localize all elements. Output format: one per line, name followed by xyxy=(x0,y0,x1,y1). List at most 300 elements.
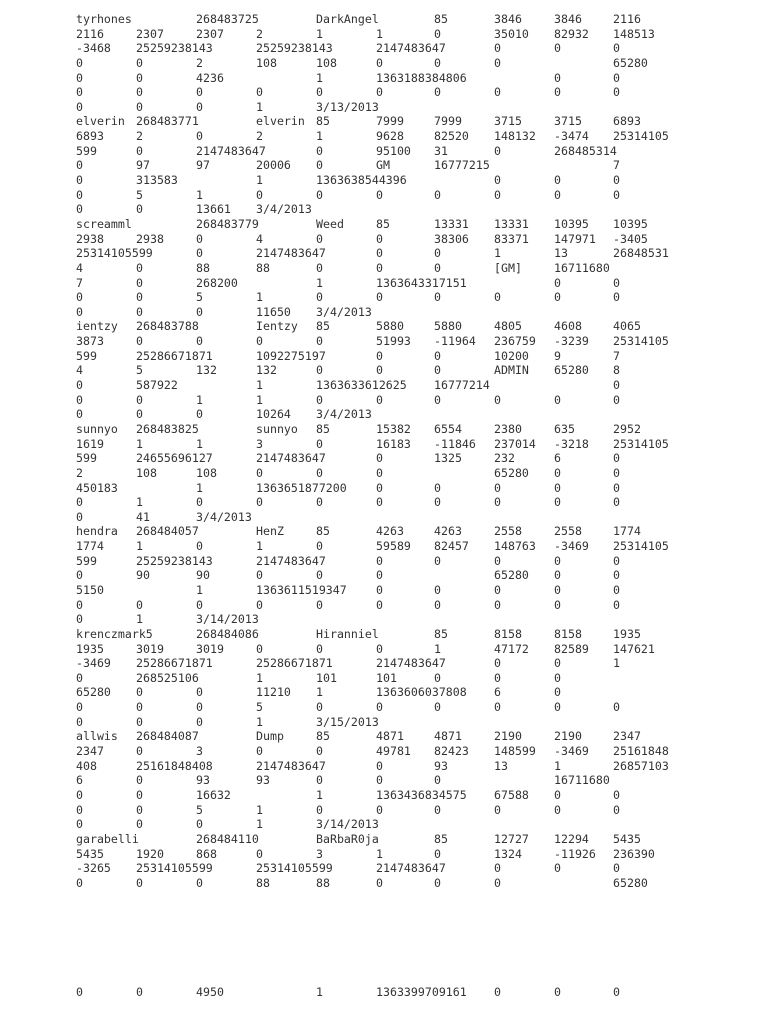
field-value: 4608 xyxy=(554,319,582,334)
field-value: 4950 xyxy=(196,985,224,1000)
field-value: 0 xyxy=(316,773,323,788)
field-value: 97 xyxy=(136,158,150,173)
text-line xyxy=(76,188,756,203)
field-value: 35010 xyxy=(494,26,529,41)
field-value: 1363611519347 xyxy=(256,582,347,597)
text-line xyxy=(76,114,756,129)
field-value: 0 xyxy=(136,85,143,100)
text-line xyxy=(76,832,756,847)
field-value: 1325 xyxy=(434,451,462,466)
field-value: 3 xyxy=(256,436,263,451)
field-value: 0 xyxy=(613,787,620,802)
field-value: 0 xyxy=(494,480,501,495)
field-value: -3469 xyxy=(554,744,589,759)
text-line xyxy=(76,437,756,452)
field-value: elverin xyxy=(76,114,125,129)
field-value: 51993 xyxy=(376,334,411,349)
field-value: 25286671871 xyxy=(256,656,333,671)
field-value: 0 xyxy=(554,985,561,1000)
field-value: 9 xyxy=(554,348,561,363)
field-value: 0 xyxy=(76,509,83,524)
field-value: ADMIN xyxy=(494,363,529,378)
text-line xyxy=(76,393,756,408)
field-value: 0 xyxy=(76,670,83,685)
field-value: -11964 xyxy=(434,334,476,349)
text-line xyxy=(76,232,756,247)
field-value: 0 xyxy=(434,260,441,275)
field-value: 5435 xyxy=(76,846,104,861)
field-value: 599 xyxy=(76,553,97,568)
field-value: 0 xyxy=(434,26,441,41)
field-value: 0 xyxy=(554,290,561,305)
field-value: 93 xyxy=(256,773,270,788)
field-value: 0 xyxy=(494,582,501,597)
field-value: 0 xyxy=(316,363,323,378)
field-value: 0 xyxy=(376,231,383,246)
field-value: 268483771 xyxy=(136,114,199,129)
text-line xyxy=(76,129,756,144)
field-value: 0 xyxy=(76,495,83,510)
field-value: 2147483647 xyxy=(196,143,266,158)
field-value: 26848531 xyxy=(613,246,669,261)
field-value: 108 xyxy=(136,465,157,480)
field-value: 0 xyxy=(613,41,620,56)
field-value: 0 xyxy=(613,700,620,715)
field-value: 0 xyxy=(136,290,143,305)
field-value: 313583 xyxy=(136,173,178,188)
text-line xyxy=(76,349,756,364)
field-value: -3474 xyxy=(554,129,589,144)
text-line xyxy=(76,100,756,115)
blank-gap xyxy=(76,890,756,985)
text-line xyxy=(76,173,756,188)
field-value: 4871 xyxy=(434,729,462,744)
field-value: 0 xyxy=(613,985,620,1000)
field-value: 0 xyxy=(316,539,323,554)
field-value: 4 xyxy=(76,363,83,378)
field-value: 0 xyxy=(554,582,561,597)
text-line xyxy=(76,539,756,554)
field-value: 0 xyxy=(376,553,383,568)
field-value: 0 xyxy=(136,260,143,275)
field-value: 0 xyxy=(494,700,501,715)
field-value: 0 xyxy=(613,85,620,100)
field-value: 0 xyxy=(136,714,143,729)
field-value: [GM] xyxy=(494,260,522,275)
field-value: 0 xyxy=(76,202,83,217)
field-value: -3469 xyxy=(554,539,589,554)
field-value: Weed xyxy=(316,216,344,231)
field-value: 1 xyxy=(256,802,263,817)
field-value: 0 xyxy=(136,787,143,802)
field-value: 0 xyxy=(554,41,561,56)
field-value: 0 xyxy=(316,231,323,246)
field-value: 3 xyxy=(196,744,203,759)
field-value: 25286671871 xyxy=(136,348,213,363)
field-value: 0 xyxy=(554,392,561,407)
field-value: BaRbaR0ja xyxy=(316,831,379,846)
field-value: 0 xyxy=(554,670,561,685)
field-value: 268484087 xyxy=(136,729,199,744)
field-value: 25259238143 xyxy=(136,41,213,56)
field-value: screamml xyxy=(76,216,132,231)
text-line xyxy=(76,729,756,744)
text-line xyxy=(76,27,756,42)
text-line xyxy=(76,876,756,891)
field-value: 2190 xyxy=(554,729,582,744)
field-value: 0 xyxy=(76,597,83,612)
field-value: 82589 xyxy=(554,641,589,656)
text-line xyxy=(76,378,756,393)
field-value: 25314105 xyxy=(613,129,669,144)
field-value: 0 xyxy=(76,70,83,85)
field-value: 3/14/2013 xyxy=(196,612,259,627)
field-value: 1 xyxy=(554,758,561,773)
field-value: 38306 xyxy=(434,231,469,246)
field-value: 0 xyxy=(434,773,441,788)
field-value: 2190 xyxy=(494,729,522,744)
field-value: 1 xyxy=(256,173,263,188)
field-value: 16632 xyxy=(196,787,231,802)
text-line xyxy=(76,41,756,56)
field-value: 0 xyxy=(316,260,323,275)
field-value: 3/14/2013 xyxy=(316,817,379,832)
field-value: 85 xyxy=(316,524,330,539)
field-value: 0 xyxy=(434,480,441,495)
field-value: 0 xyxy=(256,334,263,349)
field-value: 4263 xyxy=(376,524,404,539)
field-value: 0 xyxy=(76,817,83,832)
field-value: 25161848408 xyxy=(136,758,213,773)
field-value: 0 xyxy=(376,363,383,378)
text-line xyxy=(76,700,756,715)
text-line xyxy=(76,803,756,818)
field-value: 5 xyxy=(196,290,203,305)
field-value: 0 xyxy=(196,407,203,422)
field-value: 268484086 xyxy=(196,626,259,641)
field-value: 0 xyxy=(554,480,561,495)
field-value: 587922 xyxy=(136,378,178,393)
field-value: garabelli xyxy=(76,831,139,846)
field-value: 0 xyxy=(376,348,383,363)
text-line xyxy=(76,583,756,598)
field-value: 0 xyxy=(136,304,143,319)
field-value: 0 xyxy=(376,568,383,583)
field-value: 88 xyxy=(256,875,270,890)
field-value: 0 xyxy=(376,802,383,817)
field-value: 0 xyxy=(554,568,561,583)
field-value: 8158 xyxy=(554,626,582,641)
field-value: 599 xyxy=(76,348,97,363)
field-value: 2347 xyxy=(76,744,104,759)
field-value: 0 xyxy=(376,773,383,788)
field-value: 0 xyxy=(613,392,620,407)
field-value: 93 xyxy=(434,758,448,773)
field-value: 0 xyxy=(376,758,383,773)
field-value: 0 xyxy=(434,348,441,363)
field-value: 0 xyxy=(196,246,203,261)
field-value: 0 xyxy=(136,334,143,349)
field-value: 0 xyxy=(256,846,263,861)
text-line xyxy=(76,598,756,613)
field-value: 0 xyxy=(434,670,441,685)
field-value: 0 xyxy=(376,495,383,510)
field-value: -3468 xyxy=(76,41,111,56)
field-value: 0 xyxy=(196,817,203,832)
text-line xyxy=(76,481,756,496)
field-value: 25314105599 xyxy=(256,861,333,876)
field-value: 108 xyxy=(316,55,337,70)
field-value: 82423 xyxy=(434,744,469,759)
field-value: 0 xyxy=(256,465,263,480)
field-value: 2147483647 xyxy=(376,861,446,876)
field-value: 0 xyxy=(494,290,501,305)
field-value: 0 xyxy=(494,670,501,685)
field-value: 0 xyxy=(136,407,143,422)
field-value: 1 xyxy=(316,129,323,144)
field-value: 1 xyxy=(256,392,263,407)
field-value: 7999 xyxy=(376,114,404,129)
field-value: 0 xyxy=(376,392,383,407)
field-value: 85 xyxy=(434,831,448,846)
text-line xyxy=(76,861,756,876)
field-value: Dump xyxy=(256,729,284,744)
field-value: krenczmark5 xyxy=(76,626,153,641)
field-value: 0 xyxy=(494,187,501,202)
field-value: elverin xyxy=(256,114,305,129)
text-line xyxy=(76,363,756,378)
field-value: 0 xyxy=(554,85,561,100)
field-value: 0 xyxy=(376,700,383,715)
field-value: 1 xyxy=(316,275,323,290)
field-value: 13 xyxy=(494,758,508,773)
field-value: 147621 xyxy=(613,641,655,656)
field-value: 0 xyxy=(196,304,203,319)
field-value: 1 xyxy=(256,714,263,729)
field-value: 0 xyxy=(136,773,143,788)
field-value: 0 xyxy=(316,465,323,480)
field-value: 13661 xyxy=(196,202,231,217)
field-value: 0 xyxy=(434,363,441,378)
field-value: 1 xyxy=(196,392,203,407)
field-value: 0 xyxy=(136,70,143,85)
field-value: 1363633612625 xyxy=(316,378,407,393)
field-value: 85 xyxy=(434,626,448,641)
field-value: 0 xyxy=(136,817,143,832)
text-line xyxy=(76,773,756,788)
field-value: 83371 xyxy=(494,231,529,246)
field-value: 0 xyxy=(316,187,323,202)
field-value: 2147483647 xyxy=(256,553,326,568)
field-value: 93 xyxy=(196,773,210,788)
text-line xyxy=(76,407,756,422)
field-value: 65280 xyxy=(613,55,648,70)
field-value: 15382 xyxy=(376,421,411,436)
field-value: 90 xyxy=(136,568,150,583)
field-value: 148132 xyxy=(494,129,536,144)
field-value: 4065 xyxy=(613,319,641,334)
field-value: 0 xyxy=(554,173,561,188)
field-value: 0 xyxy=(613,451,620,466)
field-value: 0 xyxy=(76,802,83,817)
field-value: 4263 xyxy=(434,524,462,539)
text-line xyxy=(76,715,756,730)
field-value: 59589 xyxy=(376,539,411,554)
field-value: 1 xyxy=(376,26,383,41)
field-value: 0 xyxy=(376,55,383,70)
field-value: 0 xyxy=(136,55,143,70)
field-value: 31 xyxy=(434,143,448,158)
field-value: 85 xyxy=(316,114,330,129)
field-value: 0 xyxy=(554,656,561,671)
field-value: 85 xyxy=(316,729,330,744)
field-value: 1 xyxy=(494,246,501,261)
field-value: 0 xyxy=(196,99,203,114)
field-value: 7 xyxy=(613,158,620,173)
field-value: 0 xyxy=(76,714,83,729)
field-value: 13 xyxy=(554,246,568,261)
field-value: 6 xyxy=(494,685,501,700)
field-value: 7 xyxy=(613,348,620,363)
text-line xyxy=(76,246,756,261)
field-value: 0 xyxy=(554,495,561,510)
field-value: 65280 xyxy=(613,875,648,890)
field-value: 0 xyxy=(316,744,323,759)
field-value: hendra xyxy=(76,524,118,539)
text-line xyxy=(76,305,756,320)
field-value: ientzy xyxy=(76,319,118,334)
field-value: 25286671871 xyxy=(136,656,213,671)
field-value: 2380 xyxy=(494,421,522,436)
field-value: 0 xyxy=(136,392,143,407)
field-value: 3/4/2013 xyxy=(256,202,312,217)
field-value: 599 xyxy=(76,451,97,466)
text-line xyxy=(76,319,756,334)
field-value: 0 xyxy=(613,480,620,495)
field-value: 2147483647 xyxy=(376,41,446,56)
field-value: 147971 xyxy=(554,231,596,246)
text-line xyxy=(76,451,756,466)
field-value: 0 xyxy=(434,85,441,100)
field-value: 13331 xyxy=(434,216,469,231)
field-value: 0 xyxy=(76,985,83,1000)
field-value: 0 xyxy=(316,802,323,817)
field-value: 49781 xyxy=(376,744,411,759)
field-value: 16711680 xyxy=(554,773,610,788)
field-value: 0 xyxy=(494,875,501,890)
text-line xyxy=(76,627,756,642)
field-value: 1363399709161 xyxy=(376,985,467,1000)
field-value: 2 xyxy=(76,465,83,480)
field-value: 1 xyxy=(316,685,323,700)
field-value: -3218 xyxy=(554,436,589,451)
field-value: -3405 xyxy=(613,231,648,246)
field-value: 90 xyxy=(196,568,210,583)
field-value: GM xyxy=(376,158,390,173)
field-value: 1 xyxy=(256,99,263,114)
field-value: 0 xyxy=(376,85,383,100)
text-line xyxy=(76,788,756,803)
text-line xyxy=(76,524,756,539)
field-value: 3/15/2013 xyxy=(316,714,379,729)
text-line xyxy=(76,334,756,349)
field-value: 1 xyxy=(256,290,263,305)
field-value: 0 xyxy=(196,231,203,246)
field-value: 5880 xyxy=(434,319,462,334)
field-value: 25314105599 xyxy=(136,861,213,876)
text-line xyxy=(76,671,756,686)
field-value: 0 xyxy=(613,553,620,568)
field-value: 1 xyxy=(256,539,263,554)
field-value: 0 xyxy=(196,85,203,100)
field-value: 0 xyxy=(136,143,143,158)
field-value: 26857103 xyxy=(613,758,669,773)
field-value: 0 xyxy=(256,597,263,612)
field-value: 0 xyxy=(196,495,203,510)
field-value: 88 xyxy=(316,875,330,890)
field-value: 0 xyxy=(316,85,323,100)
field-value: 2 xyxy=(196,55,203,70)
field-value: 2 xyxy=(136,129,143,144)
field-value: 268200 xyxy=(196,275,238,290)
field-value: 1 xyxy=(196,436,203,451)
field-value: 2938 xyxy=(76,231,104,246)
field-value: 0 xyxy=(434,246,441,261)
field-value: -3239 xyxy=(554,334,589,349)
field-value: 3846 xyxy=(554,12,582,26)
text-line xyxy=(76,510,756,525)
text-line xyxy=(76,744,756,759)
field-value: 0 xyxy=(613,275,620,290)
field-value: 0 xyxy=(136,985,143,1000)
field-value: 232 xyxy=(494,451,515,466)
field-value: 0 xyxy=(613,70,620,85)
field-value: 1619 xyxy=(76,436,104,451)
bottom-line-container xyxy=(76,985,756,1000)
text-line xyxy=(76,422,756,437)
text-line xyxy=(76,759,756,774)
field-value: 65280 xyxy=(554,363,589,378)
field-value: 1 xyxy=(196,582,203,597)
field-value: 268483825 xyxy=(136,421,199,436)
field-value: 0 xyxy=(316,495,323,510)
field-value: 12727 xyxy=(494,831,529,846)
field-value: 1 xyxy=(434,641,441,656)
field-value: 11650 xyxy=(256,304,291,319)
field-value: 0 xyxy=(554,597,561,612)
field-value: 0 xyxy=(76,304,83,319)
field-value: 2116 xyxy=(613,12,641,26)
field-value: 65280 xyxy=(494,465,529,480)
field-value: 16777214 xyxy=(434,378,490,393)
field-value: 1 xyxy=(376,846,383,861)
field-value: 268484057 xyxy=(136,524,199,539)
field-value: 1935 xyxy=(76,641,104,656)
field-value: 6 xyxy=(554,451,561,466)
field-value: 0 xyxy=(136,875,143,890)
field-value: 599 xyxy=(76,143,97,158)
field-value: 0 xyxy=(613,582,620,597)
field-value: 0 xyxy=(316,700,323,715)
field-value: 0 xyxy=(76,187,83,202)
field-value: 132 xyxy=(196,363,217,378)
field-value: 41 xyxy=(136,509,150,524)
text-line xyxy=(76,261,756,276)
text-line xyxy=(76,217,756,232)
field-value: 85 xyxy=(434,12,448,26)
field-value: 0 xyxy=(316,290,323,305)
field-value: 0 xyxy=(434,846,441,861)
